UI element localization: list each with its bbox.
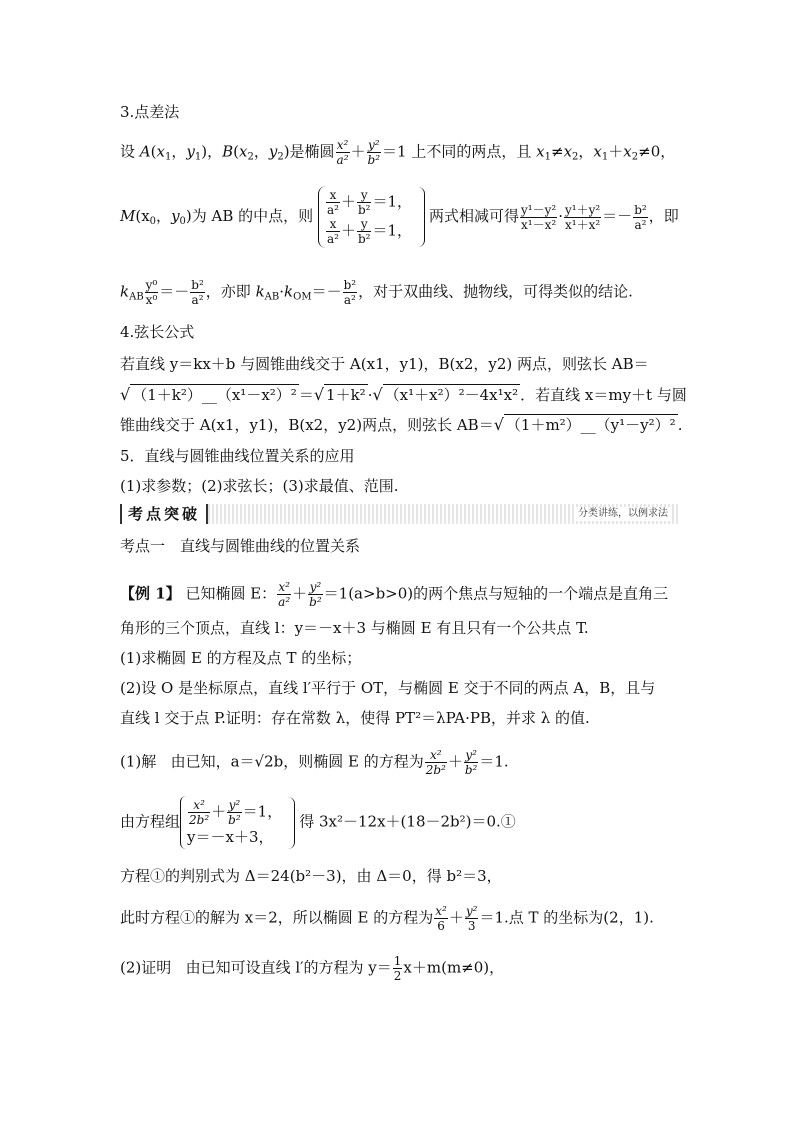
solution-2-label: (2)证明: [120, 958, 172, 977]
text: 此时方程①的解为 x＝2，所以椭圆 E 的方程为: [120, 908, 434, 927]
banner-title: 考点突破: [120, 504, 208, 524]
solution-2: (2)证明 由已知可设直线 l′的方程为 y＝ $\frac{1}{2}$ x＋m(m≠0)，: [120, 954, 505, 983]
solution-1: (1)解 由已知，a＝√2b，则椭圆 E 的方程为 $\frac{\text{x²}}{\text{2b²}}$ ＋ $\frac{\text{y²}}{\text{b²}}$ ＝1.: [120, 748, 509, 777]
text: 上不同的两点，且: [411, 142, 532, 161]
equation-system-2: 由方程组 $\frac{\text{x²}}{\text{2b²}}$ ＋ $\frac{\text{y²}}{\text{b²}}$ ＝1， y＝－x＋3， 得 3x²－12x＋(18－2b²)＝0.①: [120, 796, 682, 849]
text: 锥曲线交于 A(x1，y1)，B(x2，y2)两点，则弦长 AB＝: [120, 416, 494, 434]
text: 由已知可设直线 l′的方程为 y＝: [185, 958, 392, 977]
discriminant-line: 方程①的判别式为 Δ＝24(b²－3)，由 Δ＝0，得 b²＝3，: [120, 867, 502, 885]
text: ，: [660, 142, 676, 161]
example-label: 【例 1】: [120, 584, 181, 603]
example-line-2: 角形的三个顶点，直线 l：y＝－x＋3 与椭圆 E 有且只有一个公共点 T.: [120, 619, 589, 637]
section-5-line-1: (1)求参数；(2)求弦长；(3)求最值、范围.: [120, 477, 399, 495]
text: ＝1.点 T 的坐标为(2，1).: [479, 908, 654, 927]
section-3-heading: 3.点差法: [120, 103, 180, 121]
section-banner: [120, 504, 680, 524]
solution-1-label: (1)解: [120, 752, 157, 771]
text: 为 AB 的中点，则: [191, 207, 314, 225]
text: 由已知，a＝√2b，则椭圆 E 的方程为: [170, 752, 424, 771]
text: 得 3x²－12x＋(18－2b²)＝0.①: [299, 812, 516, 831]
section-3-line-3: $k_{AB}$ $\frac{\text{y⁰}}{\text{x⁰}}$ ＝－ $\frac{\text{b²}}{\text{a²}}$ ，亦即 $k_{AB}\cdot k_{OM}=-$ $\frac{\text{b²}}{\text{a²}}$ ，对于双曲线、抛物线，可得类似的结论.: [120, 278, 633, 307]
text: 由方程组: [120, 812, 181, 831]
example-line-1: 【例 1】 已知椭圆 E： $\frac{\text{x²}}{\text{a²}}$ ＋ $\frac{\text{y²}}{\text{b²}}$ ＝1(a>b>0)的两个焦点与短轴的一个端点是直角三: [120, 580, 669, 609]
text: x＋m(m≠0)，: [403, 958, 505, 977]
text: 两式相减可得: [429, 207, 520, 225]
text: ＝1(a>b>0)的两个焦点与短轴的一个端点是直角三: [323, 584, 669, 603]
section-4-line-2: √ （1＋k²）__（x¹－x²）² ＝√ 1＋k² ·√ （x¹＋x²）²－4x¹x² ．若直线 x＝my＋t 与圆: [120, 385, 687, 404]
text: 设: [120, 142, 136, 161]
section-3-line-1: 设 $A(x_1$，$y_1$)，$B(x_2$，$y_2$)是椭圆 $\frac{\text{x²}}{\text{a²}}$ ＋ $\frac{\text{y²}}{\text{b²}}$ ＝1 上不同的两点，且 $x_1\ne x_2$，$x_1+x_2\ne 0$，: [120, 138, 676, 167]
text: ．若直线 x＝my＋t 与圆: [520, 386, 687, 404]
topic-title: 考点一 直线与圆锥曲线的位置关系: [120, 537, 361, 555]
text: ，对于双曲线、抛物线，可得类似的结论.: [358, 282, 633, 301]
system-row-2: y＝－x＋3，: [187, 828, 274, 846]
question-2-line-2: 直线 l 交于点 P.证明：存在常数 λ，使得 PT²＝λPA·PB，并求 λ 的值.: [120, 709, 590, 727]
solution-result: 此时方程①的解为 x＝2，所以椭圆 E 的方程为 $\frac{\text{x²}}{6}$ ＋ $\frac{\text{y²}}{3}$ ＝1.点 T 的坐标为(2，1).: [120, 904, 654, 933]
text: ，即: [648, 207, 679, 225]
section-4-heading: 4.弦长公式: [120, 323, 195, 341]
banner-subtitle: 分类讲练，以例求法: [574, 507, 672, 521]
text: 已知椭圆 E：: [185, 584, 277, 603]
section-5-heading: 5．直线与圆锥曲线位置关系的应用: [120, 447, 355, 465]
equation-system: $\frac{x}{\text{a²}}$ ＋ $\frac{y}{\text{b²}}$ ＝1， $\frac{x}{\text{a²}}$ ＋ $\frac{y}{\text{b²}}$ ＝1，: [318, 186, 418, 248]
section-4-line-1: 若直线 y＝kx＋b 与圆锥曲线交于 A(x1，y1)，B(x2，y2) 两点，则弦长 AB＝: [120, 355, 649, 373]
text: ＝1.: [479, 752, 509, 771]
question-1: (1)求椭圆 E 的方程及点 T 的坐标；: [120, 649, 362, 667]
text: ，亦即: [205, 282, 251, 301]
question-2-line-1: (2)设 O 是坐标原点，直线 l′平行于 OT，与椭圆 E 交于不同的两点 A，B，且与: [120, 679, 656, 697]
section-3-line-2: $M(x_0$，$y_0$)为 AB 的中点，则 $\frac{x}{\text{a²}}$ ＋ $\frac{y}{\text{b²}}$ ＝1， $\frac{x}{\text{a²}}$ ＋ $\frac{y}{\text{b²}}$ ＝1， 两式相减可得 $\frac{\text{y¹－y²}}{\text{x¹－x²}}$ · $\frac{\text{y¹＋y²}}{\text{x¹＋x²}}$ ＝－ $\frac{\text{b²}}{\text{a²}}$ ，即: [120, 188, 679, 246]
section-4-line-3: 锥曲线交于 A(x1，y1)，B(x2，y2)两点，则弦长 AB＝√ （1＋m²）__（y¹－y²）² .: [120, 415, 683, 434]
